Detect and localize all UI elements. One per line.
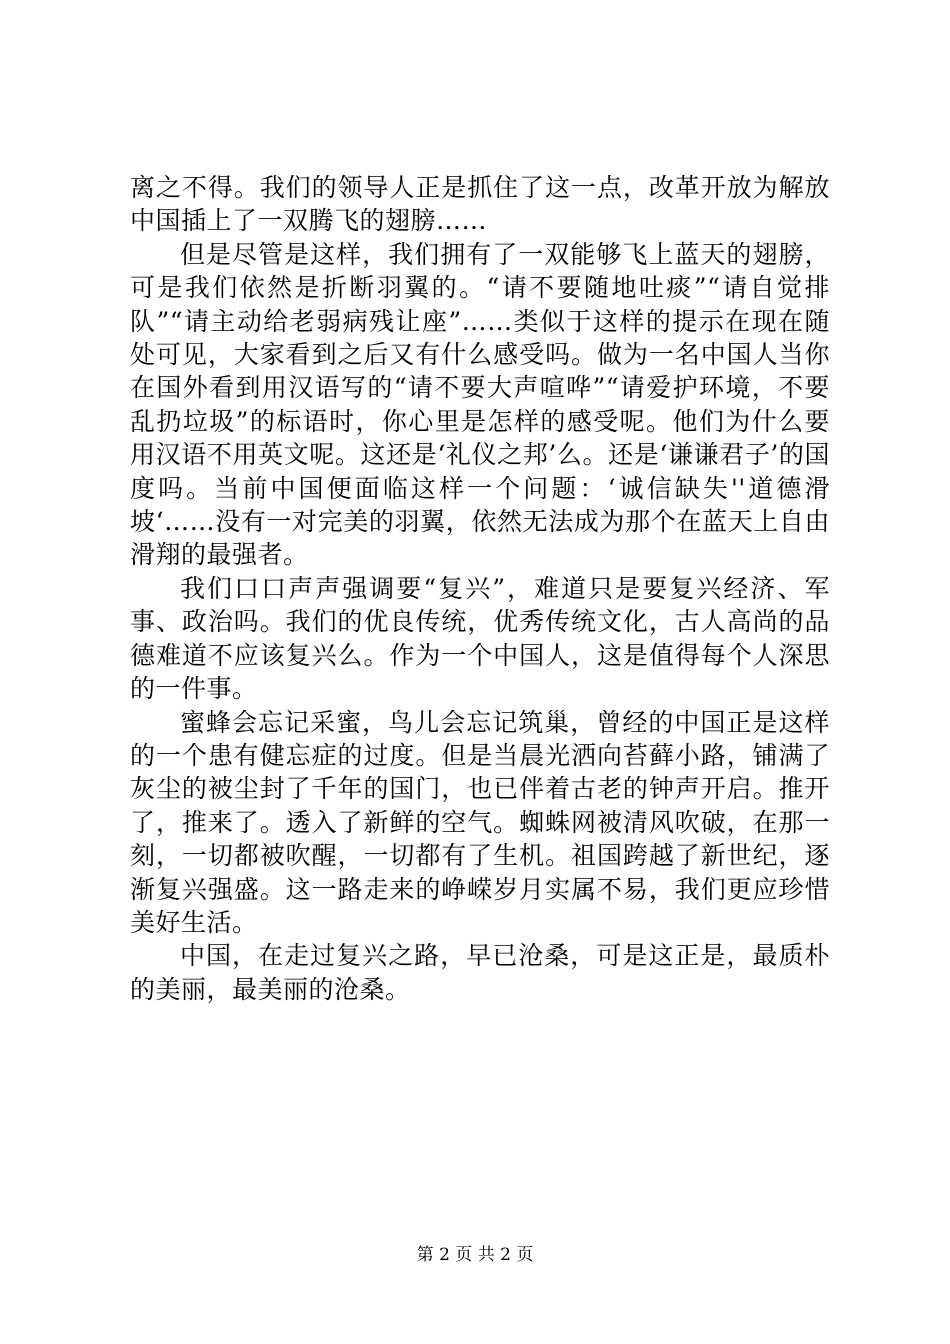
paragraph: 我们口口声声强调要“复兴”，难道只是要复兴经济、军事、政治吗。我们的优良传统，优秀传统文化，古人高尚的品德难道不应该复兴么。作为一个中国人，这是值得每个人深思的一件事。 — [130, 573, 830, 704]
document-body — [130, 171, 830, 1006]
page-footer — [0, 1244, 950, 1266]
paragraph-continuation: 离之不得。我们的领导人正是抓住了这一点，改革开放为解放中国插上了一双腾飞的翅膀…… — [130, 173, 830, 236]
paragraph: 中国，在走过复兴之路，早已沧桑，可是这正是，最质朴的美丽，最美丽的沧桑。 — [130, 941, 830, 1004]
page-number-label: 第 2 页 共 2 页 — [416, 1245, 534, 1265]
paragraph: 但是尽管是这样，我们拥有了一双能够飞上蓝天的翅膀，可是我们依然是折断羽翼的。“请不要随地吐痰”“请自觉排队”“请主动给老弱病残让座”……类似于这样的提示在现在随处可见，大家看到之后又有什么感受吗。做为一名中国人当你在国外看到用汉语写的“请不要大声喧哗”“请爱护环境，不要乱扔垃圾”的标语时，你心里是怎样的感受呢。他们为什么要用汉语不用英文呢。这还是‘礼仪之邦’么。还是‘谦谦君子’的国度吗。当前中国便面临这样一个问题：‘诚信缺失''道德滑坡‘……没有一对完美的羽翼，依然无法成为那个在蓝天上自由滑翔的最强者。 — [130, 239, 830, 570]
paragraph: 蜜蜂会忘记采蜜，鸟儿会忘记筑巢，曾经的中国正是这样的一个患有健忘症的过度。但是当晨光洒向苔藓小路，铺满了灰尘的被尘封了千年的国门，也已伴着古老的钟声开启。推开了，推来了。透入了新鲜的空气。蜘蛛网被清风吹破，在那一刻，一切都被吹醒，一切都有了生机。祖国跨越了新世纪，逐渐复兴强盛。这一路走来的峥嵘岁月实属不易，我们更应珍惜美好生活。 — [130, 707, 830, 937]
